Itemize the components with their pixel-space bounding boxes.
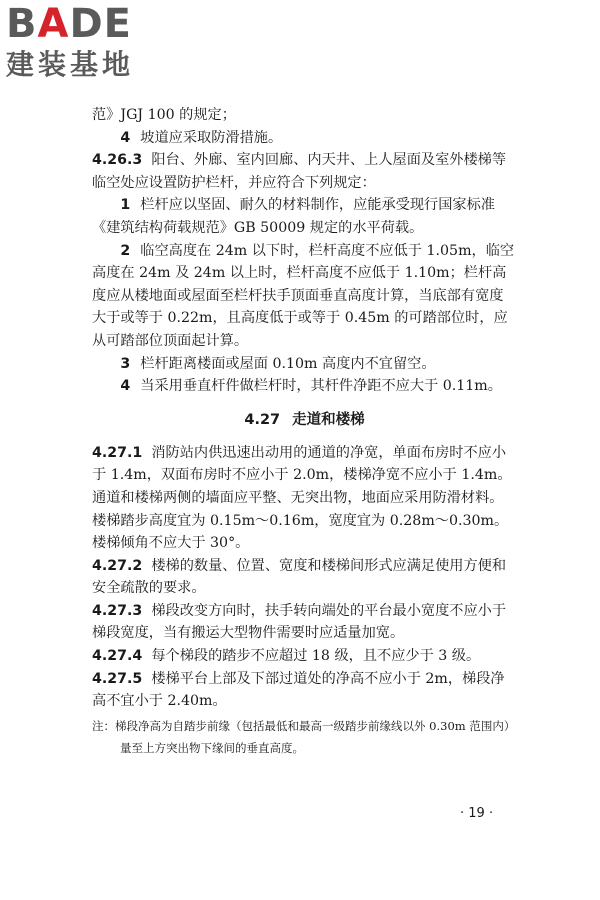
note <box>92 715 517 759</box>
document-body <box>92 104 517 759</box>
page-number: · 19 · <box>460 806 494 821</box>
section-title: 4.27 走道和楼梯 <box>244 411 365 428</box>
clause: 4.27.1 消防站内供迅速出动用的通道的净宽，单面布房时不应小于 1.4m，双面布房时不应小于 2.0m，楼梯净宽不应小于 1.4m。通道和楼梯两侧的墙面应平整、无突出物，地面应采用防滑材料。楼梯踏步高度宜为 0.15m～0.16m，宽度宜为 0.28m～0.30m。楼梯倾角不应大于 30°。 <box>92 444 512 552</box>
list-item: 2 临空高度在 24m 以下时，栏杆高度不应低于 1.05m，临空高度在 24m 及 24m 以上时，栏杆高度不应低于 1.10m；栏杆高度应从楼地面或屋面至栏杆扶手顶面垂直高度计算，当底部有宽度大于或等于 0.22m，且高度低于或等于 0.45m 的可踏部位时，应从可踏部位顶面起计算。 <box>92 242 515 349</box>
list-item: 4 坡道应采取防滑措施。 <box>120 129 283 146</box>
note-line: 注：梯段净高为自踏步前缘（包括最低和最高一级踏步前缘线以外 0.30m 范围内） <box>92 718 516 733</box>
note-line: 量至上方突出物下缘间的垂直高度。 <box>120 740 304 755</box>
paragraph: 范》JGJ 100 的规定； <box>92 107 236 123</box>
clause: 4.26.3 阳台、外廊、室内回廊、内天井、上人屋面及室外楼梯等临空处应设置防护栏杆，并应符合下列规定： <box>92 152 507 191</box>
clause: 4.27.5 楼梯平台上部及下部过道处的净高不应小于 2m，梯段净高不宜小于 2.40m。 <box>92 670 505 710</box>
list-item: 1 栏杆应以坚固、耐久的材料制作，应能承受现行国家标准《建筑结构荷载规范》GB 50009 规定的水平荷载。 <box>92 197 495 236</box>
clause: 4.27.2 楼梯的数量、位置、宽度和楼梯间形式应满足使用方便和安全疏散的要求。 <box>92 557 507 597</box>
clause: 4.27.3 梯段改变方向时，扶手转向端处的平台最小宽度不应小于梯段宽度，当有搬运大型物件需要时应适量加宽。 <box>92 602 507 642</box>
logo-text-cn: 建装基地 <box>6 48 135 81</box>
logo <box>6 2 176 82</box>
list-item: 3 栏杆距离楼面或屋面 0.10m 高度内不宜留空。 <box>120 355 436 372</box>
logo-text-en: BADE <box>6 1 132 47</box>
list-item: 4 当采用垂直杆件做栏杆时，其杆件净距不应大于 0.11m。 <box>120 378 502 395</box>
clause: 4.27.4 每个梯段的踏步不应超过 18 级，且不应少于 3 级。 <box>92 648 481 665</box>
